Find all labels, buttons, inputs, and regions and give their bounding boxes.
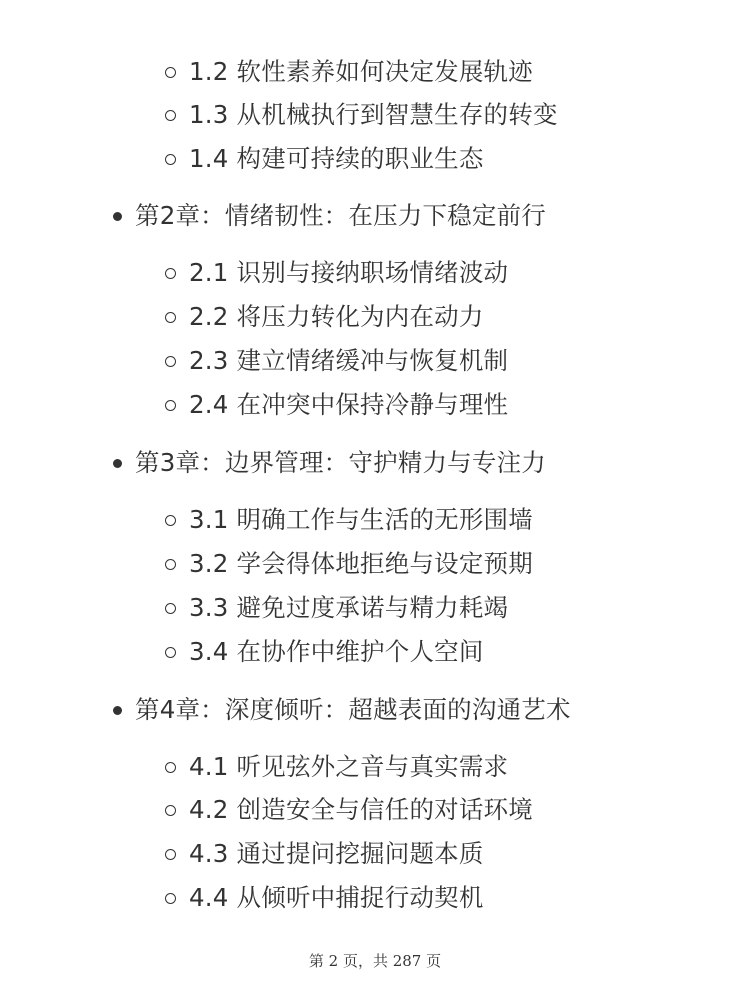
toc-section-label: 1.4 构建可持续的职业生态 [189,143,484,173]
hollow-bullet-icon [165,67,176,78]
toc-chapter-label: 第2章：情绪韧性：在压力下稳定前行 [135,200,546,230]
toc-section-1-3[interactable] [165,97,558,133]
hollow-bullet-icon [165,154,176,165]
toc-section-1-2[interactable] [165,54,533,90]
toc-section-label: 2.2 将压力转化为内在动力 [189,301,484,331]
hollow-bullet-icon [165,110,176,121]
toc-section-label: 4.3 通过提问挖掘问题本质 [189,838,484,868]
filled-bullet-icon [113,459,122,468]
hollow-bullet-icon [165,805,176,816]
toc-section-3-1[interactable] [165,502,533,538]
filled-bullet-icon [113,212,122,221]
toc-section-label: 2.4 在冲突中保持冷静与理性 [189,389,509,419]
filled-bullet-icon [113,706,122,715]
toc-chapter-label: 第4章：深度倾听：超越表面的沟通艺术 [135,694,571,724]
toc-section-label: 4.4 从倾听中捕捉行动契机 [189,882,484,912]
toc-section-4-2[interactable] [165,792,533,828]
toc-section-label: 4.1 听见弦外之音与真实需求 [189,751,509,781]
toc-section-2-2[interactable] [165,299,484,335]
hollow-bullet-icon [165,849,176,860]
toc-section-4-1[interactable] [165,749,508,785]
toc-section-2-1[interactable] [165,255,508,291]
toc-section-3-2[interactable] [165,546,533,582]
toc-chapter-2[interactable] [113,197,546,235]
page-footer: 第 2 页，共 287 页 [308,952,442,970]
hollow-bullet-icon [165,762,176,773]
toc-section-label: 2.3 建立情绪缓冲与恢复机制 [189,345,509,375]
toc-section-label: 3.2 学会得体地拒绝与设定预期 [189,548,533,578]
toc-section-2-3[interactable] [165,343,508,379]
toc-section-label: 4.2 创造安全与信任的对话环境 [189,794,533,824]
toc-section-3-3[interactable] [165,590,508,626]
toc-section-label: 1.3 从机械执行到智慧生存的转变 [189,99,558,129]
toc-section-4-3[interactable] [165,836,484,872]
hollow-bullet-icon [165,893,176,904]
toc-chapter-3[interactable] [113,444,546,482]
toc-section-label: 3.4 在协作中维护个人空间 [189,636,484,666]
toc-section-label: 2.1 识别与接纳职场情绪波动 [189,257,509,287]
hollow-bullet-icon [165,603,176,614]
toc-chapter-label: 第3章：边界管理：守护精力与专注力 [135,447,546,477]
toc-section-label: 3.3 避免过度承诺与精力耗竭 [189,592,509,622]
toc-section-label: 3.1 明确工作与生活的无形围墙 [189,504,533,534]
hollow-bullet-icon [165,356,176,367]
toc-section-4-4[interactable] [165,880,484,916]
toc-section-2-4[interactable] [165,387,508,423]
toc-section-1-4[interactable] [165,141,484,177]
toc-section-label: 1.2 软性素养如何决定发展轨迹 [189,56,533,86]
toc-section-3-4[interactable] [165,634,484,670]
hollow-bullet-icon [165,559,176,570]
hollow-bullet-icon [165,312,176,323]
hollow-bullet-icon [165,400,176,411]
hollow-bullet-icon [165,268,176,279]
hollow-bullet-icon [165,515,176,526]
hollow-bullet-icon [165,647,176,658]
toc-chapter-4[interactable] [113,691,571,729]
